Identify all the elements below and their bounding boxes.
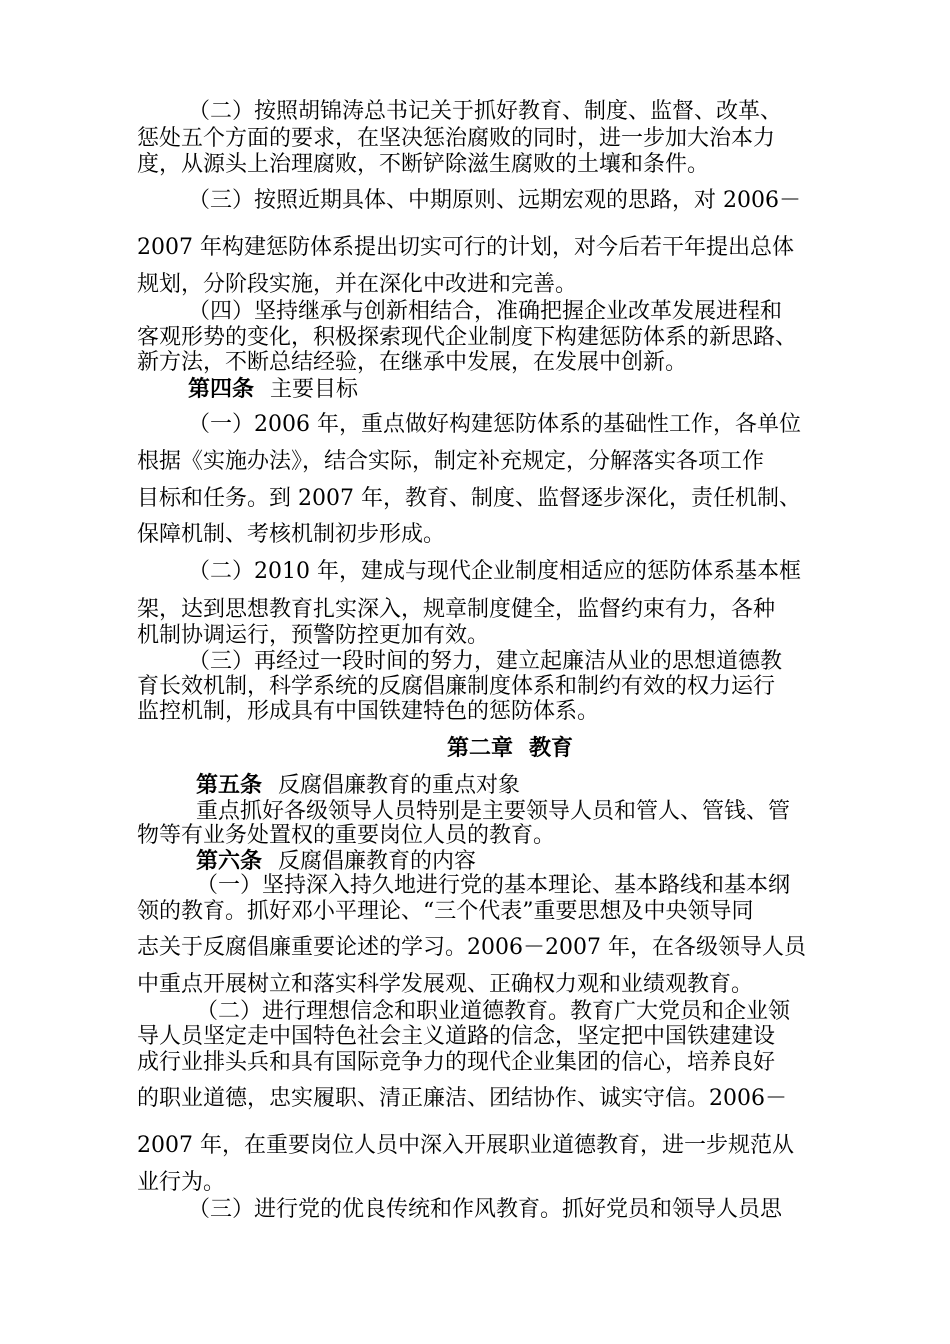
text-line: 物等有业务处置权的重要岗位人员的教育。	[137, 823, 556, 848]
text-line: （二）进行理想信念和职业道德教育。教育广大党员和企业领	[196, 999, 791, 1024]
text-line: 新方法，不断总结经验，在继承中发展，在发展中创新。	[137, 350, 688, 375]
text-line: 中重点开展树立和落实科学发展观、正确权力观和业绩观教育。	[137, 972, 754, 997]
article-title: 主要目标	[270, 377, 359, 402]
text-line: （二）按照胡锦涛总书记关于抓好教育、制度、监督、改革、	[188, 99, 783, 124]
text-line: 2007 年，在重要岗位人员中深入开展职业道德教育，进一步规范从	[137, 1133, 794, 1158]
text-line: 的职业道德，忠实履职、清正廉洁、团结协作、诚实守信。2006－	[137, 1086, 787, 1111]
text-line: 领的教育。抓好邓小平理论、“三个代表”重要思想及中央领导同	[137, 899, 754, 924]
text-line: （一）坚持深入持久地进行党的基本理论、基本路线和基本纲	[196, 873, 791, 898]
text-line: 目标和任务。到 2007 年，教育、制度、监督逐步深化，责任机制、	[137, 486, 801, 511]
text-line: 惩处五个方面的要求，在坚决惩治腐败的同时，进一步加大治本力	[137, 126, 776, 151]
text-line: （二）2010 年，建成与现代企业制度相适应的惩防体系基本框	[188, 559, 801, 584]
chapter-number: 第二章	[447, 735, 514, 761]
text-line: 架，达到思想教育扎实深入，规章制度健全，监督约束有力，各种	[137, 597, 776, 622]
text-line: 导人员坚定走中国特色社会主义道路的信念，坚定把中国铁建建设	[137, 1024, 776, 1049]
article-number: 第五条	[196, 772, 263, 798]
text-line: 育长效机制，科学系统的反腐倡廉制度体系和制约有效的权力运行	[137, 674, 776, 699]
article-number: 第四条	[188, 376, 255, 402]
article-title: 反腐倡廉教育的重点对象	[278, 773, 521, 798]
text-line: 根据《实施办法》，结合实际，制定补充规定，分解落实各项工作	[137, 449, 765, 474]
text-line: （四）坚持继承与创新相结合，准确把握企业改革发展进程和	[188, 299, 783, 324]
text-line: 监控机制，形成具有中国铁建特色的惩防体系。	[137, 699, 600, 724]
text-line: 保障机制、考核机制初步形成。	[137, 522, 446, 547]
text-line: （三）再经过一段时间的努力，建立起廉洁从业的思想道德教	[188, 649, 783, 674]
text-line: 机制协调运行，预警防控更加有效。	[137, 623, 490, 648]
article-heading	[188, 374, 860, 404]
text-line: 2007 年构建惩防体系提出切实可行的计划，对今后若干年提出总体	[137, 235, 794, 260]
chapter-title: 教育	[529, 735, 574, 761]
text-line: 业行为。	[137, 1170, 226, 1195]
text-line: （一）2006 年，重点做好构建惩防体系的基础性工作，各单位	[188, 412, 801, 437]
text-line: 客观形势的变化，积极探索现代企业制度下构建惩防体系的新思路、	[137, 325, 798, 350]
text-line: （三）按照近期具体、中期原则、远期宏观的思路，对 2006－	[188, 188, 801, 213]
text-line: （三）进行党的优良传统和作风教育。抓好党员和领导人员思	[188, 1197, 783, 1222]
article-title: 反腐倡廉教育的内容	[278, 849, 477, 874]
article-number: 第六条	[196, 848, 263, 874]
chapter-heading	[447, 733, 860, 763]
text-line: 志关于反腐倡廉重要论述的学习。2006－2007 年，在各级领导人员	[137, 935, 806, 960]
text-line: 重点抓好各级领导人员特别是主要领导人员和管人、管钱、管	[196, 799, 791, 824]
text-line: 度，从源头上治理腐败，不断铲除滋生腐败的土壤和条件。	[137, 152, 710, 177]
article-heading	[196, 770, 860, 800]
text-line: 规划，分阶段实施，并在深化中改进和完善。	[137, 272, 578, 297]
text-line: 成行业排头兵和具有国际竞争力的现代企业集团的信心，培养良好	[137, 1050, 776, 1075]
